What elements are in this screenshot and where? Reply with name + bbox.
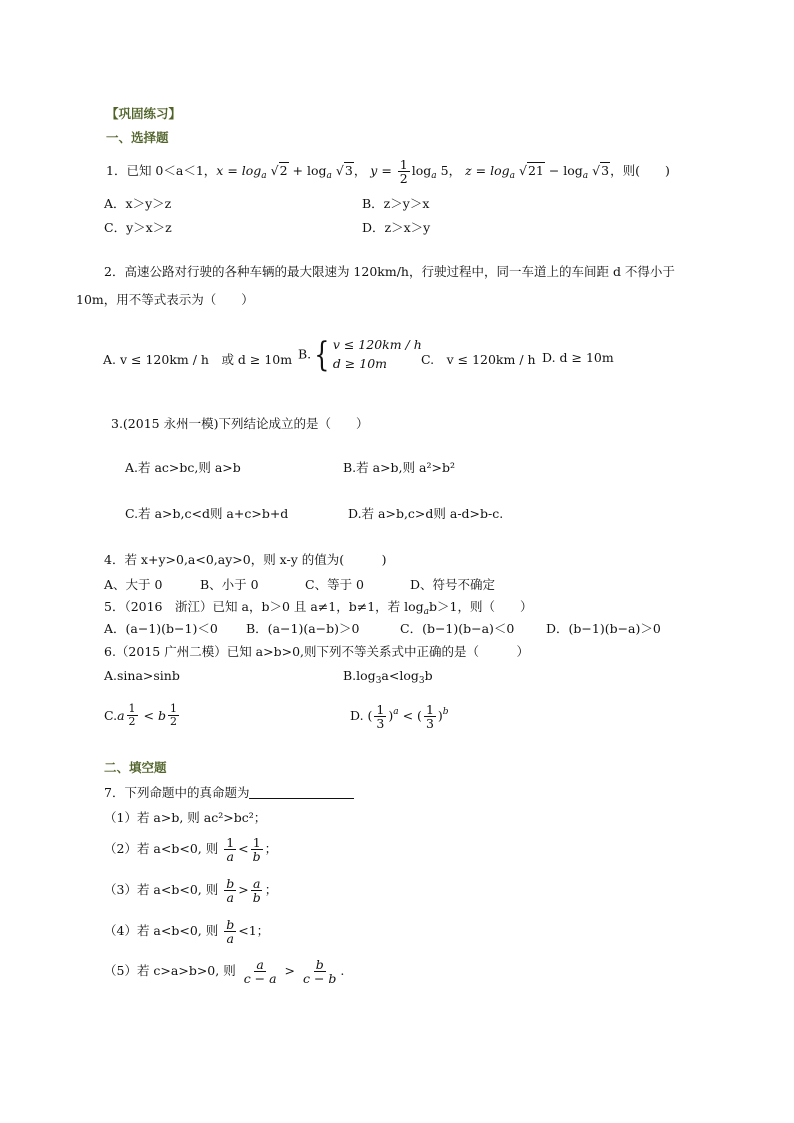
q2-option-b-line1: v ≤ 120km / h xyxy=(332,337,422,352)
q7-proposition-4: （4）若 a<b<0, 则 $\frac{b}{a}$ <1； xyxy=(104,917,270,947)
q6-option-c[interactable]: C.a $\frac{1}{2}$ < b $\frac{1}{2}$ xyxy=(104,702,177,728)
q7-proposition-5: （5）若 c>a>b>0, 则 $\frac{a}{c - a}$ > $\frac{b}{c - b}$ . xyxy=(104,957,345,987)
q6-option-b-end: b xyxy=(424,668,433,683)
q1-sqrt2: 2 xyxy=(279,163,288,179)
q4-option-c[interactable]: C、等于 0 xyxy=(305,577,364,592)
q7-p3-text: （3）若 a<b<0, 则 xyxy=(104,882,219,898)
q7-p2-text: （2）若 a<b<0, 则 xyxy=(104,841,219,857)
q7-stem xyxy=(104,783,354,801)
q3-option-b[interactable]: B.若 a>b,则 a²>b² xyxy=(343,460,455,475)
q1-option-a[interactable]: A．x＞y＞z xyxy=(104,196,172,211)
q6-option-d-label: D. xyxy=(350,708,364,724)
q2-option-c[interactable]: C. v ≤ 120km / h xyxy=(421,352,536,367)
q7-proposition-1: （1）若 a>b, 则 ac²>bc²； xyxy=(104,810,267,825)
q2-option-b[interactable] xyxy=(298,336,422,374)
q1-z-def: z = log xyxy=(465,163,510,179)
q5-option-d[interactable]: D．(b−1)(b−a)＞0 xyxy=(546,621,661,636)
q7-stem-text: 7．下列命题中的真命题为 xyxy=(104,785,250,800)
q2-stem-line2: 10m，用不等式表示为（ ） xyxy=(76,292,254,307)
section-practice-heading: 【巩固练习】 xyxy=(106,106,182,121)
q4-stem: 4．若 x+y>0,a<0,ay>0，则 x-y 的值为( ) xyxy=(104,552,387,567)
q5-stem-text: 5．（2016 浙江）已知 a，b＞0 且 a≠1，b≠1，若 log xyxy=(104,599,424,614)
q5-option-b[interactable]: B．(a−1)(a−b)＞0 xyxy=(246,621,360,636)
q6-option-b[interactable]: $B.\log_3a<\log_3b$ xyxy=(343,668,433,686)
q6-option-a[interactable]: A.sina>sinb xyxy=(104,668,180,683)
q1-tail: ，则( ) xyxy=(610,163,670,179)
answer-blank[interactable] xyxy=(249,786,354,799)
section-choice-heading: 一、选择题 xyxy=(106,130,169,145)
q7-p4-text: （4）若 a<b<0, 则 xyxy=(104,923,219,939)
q5-stem-tail: b＞1，则（ ） xyxy=(429,599,533,614)
q2-option-a[interactable]: A. v ≤ 120km / h 或 d ≥ 10m xyxy=(103,352,293,367)
q5-stem: 5．（2016 浙江）已知 a，b＞0 且 a≠1，b≠1，若 $\log_ab>1$，则（ ） xyxy=(104,599,533,617)
q5-option-a[interactable]: A．(a−1)(b−1)＜0 xyxy=(104,621,218,636)
q6-option-d[interactable]: D. ( $\frac{1}{3}$ )$^a$ < ( $\frac{1}{3}$ )$^b$ xyxy=(350,702,449,732)
q1-y-def: y = xyxy=(370,163,392,179)
q3-stem: 3.(2015 永州一模)下列结论成立的是（ ） xyxy=(111,416,369,431)
q4-option-b[interactable]: B、小于 0 xyxy=(200,577,259,592)
q1-log: log xyxy=(411,163,432,179)
q7-p5-text: （5）若 c>a>b>0, 则 xyxy=(104,963,236,979)
q3-option-c[interactable]: C.若 a>b,c<d则 a+c>b+d xyxy=(125,506,289,521)
q2-option-b-line2: d ≥ 10m xyxy=(332,355,387,371)
q7-proposition-2: （2）若 a<b<0, 则 $\frac{1}{a}$ < $\frac{1}{b}$ ； xyxy=(104,835,278,865)
q3-option-a[interactable]: A.若 ac>bc,则 a>b xyxy=(125,460,241,475)
q1-sqrt21: 21 xyxy=(527,163,544,179)
q1-option-d[interactable]: D．z＞x＞y xyxy=(362,220,431,235)
q4-option-d[interactable]: D、符号不确定 xyxy=(410,577,496,592)
q7-proposition-3: （3）若 a<b<0, 则 $\frac{b}{a}$ > $\frac{a}{b}$ ； xyxy=(104,876,278,906)
q3-option-d[interactable]: D.若 a>b,c>d则 a-d>b-c. xyxy=(348,506,504,521)
question-1-stem: 1．已知 0＜a＜1，$x = \log_a √2 + \log_a √3$， y = $\frac{1}{2}$ $\log_a 5$， $z = \log_a √21 - \log_a √3$，则( ) xyxy=(106,157,670,187)
q2-stem-line1: 2．高速公路对行驶的各种车辆的最大限速为 120km/h，行驶过程中，同一车道上的车间距 d 不得小于 xyxy=(104,264,675,279)
q6-stem: 6.（2015 广州二模）已知 a>b>0,则下列不等关系式中正确的是（ ） xyxy=(104,644,530,659)
q1-option-b[interactable]: B．z＞y＞x xyxy=(362,196,430,211)
q1-prefix: 1．已知 0＜a＜1， xyxy=(106,163,217,179)
q2-option-b-label: B. xyxy=(298,346,312,362)
q1-sqrt3: 3 xyxy=(344,163,353,179)
q4-option-a[interactable]: A、大于 0 xyxy=(104,577,163,592)
q6-option-c-label: C. xyxy=(104,708,118,723)
brace-icon: { xyxy=(314,334,330,375)
q5-option-c[interactable]: C．(b−1)(b−a)＜0 xyxy=(400,621,515,636)
section-fill-heading: 二、填空题 xyxy=(104,760,167,775)
q1-five: 5 xyxy=(440,163,449,179)
q6-option-b-pre: B.log xyxy=(343,668,376,683)
q1-x-def: x = log xyxy=(216,163,262,179)
q2-option-d[interactable]: D. d ≥ 10m xyxy=(542,350,614,365)
q6-option-b-mid: a<log xyxy=(381,668,419,683)
q1-option-c[interactable]: C．y＞x＞z xyxy=(104,220,172,235)
